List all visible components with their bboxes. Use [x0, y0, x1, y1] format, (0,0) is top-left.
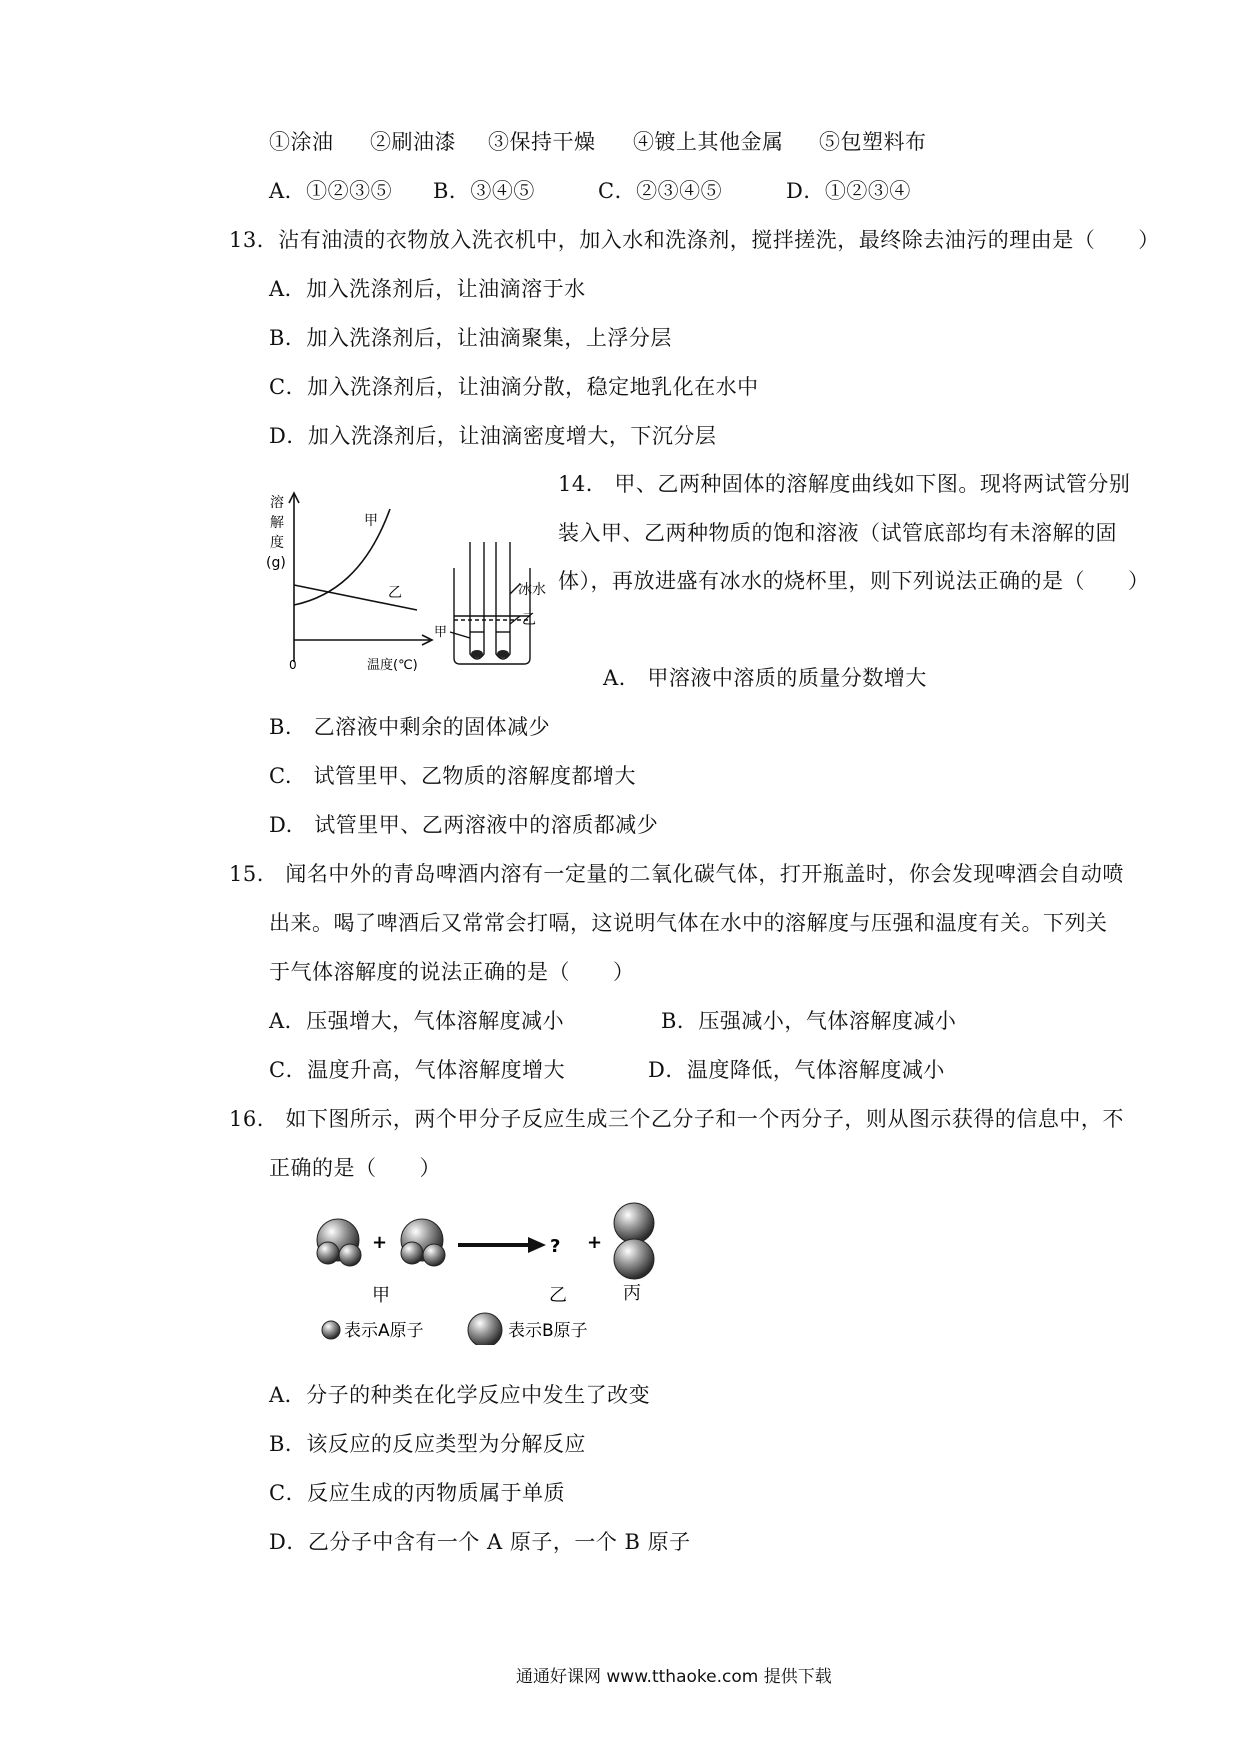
question-mark: ? [550, 1236, 561, 1257]
legend-b-atom-icon [468, 1313, 502, 1345]
reaction-diagram [300, 1195, 700, 1345]
page-footer: 通通好课网 www.tthaoke.com 提供下载 [516, 1667, 832, 1687]
q13-option-c: C．加入洗涤剂后，让油滴分散，稳定地乳化在水中 [269, 375, 759, 399]
q13-stem: 13．沾有油渍的衣物放入洗衣机中，加入水和洗涤剂，搅拌搓洗，最终除去油污的理由是（ ） [229, 228, 1160, 252]
graph-curve-yi-label: 乙 [388, 585, 402, 601]
q14-stem-line-2: 装入甲、乙两种物质的饱和溶液（试管底部均有未溶解的固 [558, 521, 1117, 545]
plus-sign-2: + [587, 1232, 603, 1253]
graph-ylabel-2: 解 [270, 515, 284, 531]
beaker-jia-label: 甲 [434, 625, 448, 640]
q12-option-d: D．①②③④ [786, 179, 911, 203]
legend-a-atom-icon [322, 1321, 340, 1339]
graph-ylabel-4: (g) [266, 555, 286, 571]
q12-measure-1: ①涂油 [269, 130, 334, 154]
graph-xlabel: 温度(℃) [367, 658, 418, 673]
q13-option-a: A．加入洗涤剂后，让油滴溶于水 [269, 277, 586, 301]
q14-option-d: D. 试管里甲、乙两溶液中的溶质都减少 [269, 813, 659, 837]
q15-option-a: A．压强增大，气体溶解度减小 [269, 1009, 565, 1033]
beaker-yi-label: 乙 [522, 612, 536, 628]
q15-option-b: B．压强减小，气体溶解度减小 [661, 1009, 957, 1033]
graph-curve-jia-label: 甲 [364, 513, 378, 529]
legend-b-text: 表示B原子 [508, 1321, 588, 1341]
q12-option-b: B．③④⑤ [433, 179, 535, 203]
plus-sign-1: + [372, 1232, 388, 1253]
graph-ylabel-1: 溶 [270, 495, 284, 511]
q12-measure-4: ④镀上其他金属 [633, 130, 784, 154]
q15-option-d: D．温度降低，气体溶解度减小 [648, 1058, 945, 1082]
q14-stem-line-1: 14. 甲、乙两种固体的溶解度曲线如下图。现将两试管分别 [558, 472, 1131, 496]
q15-option-c: C．温度升高，气体溶解度增大 [269, 1058, 566, 1082]
jia-molecule-1 [317, 1219, 361, 1266]
q16-stem-line-1: 16. 如下图所示，两个甲分子反应生成三个乙分子和一个丙分子，则从图示获得的信息中，不 [229, 1107, 1124, 1131]
q13-option-b: B．加入洗涤剂后，让油滴聚集，上浮分层 [269, 326, 672, 350]
q15-stem-line-2: 出来。喝了啤酒后又常常会打嗝，这说明气体在水中的溶解度与压强和温度有关。下列关 [269, 911, 1108, 935]
jia-molecule-2 [401, 1219, 445, 1266]
q14-option-a: A. 甲溶液中溶质的质量分数增大 [603, 666, 927, 690]
test-tube-jia [470, 542, 484, 659]
q12-option-a: A．①②③⑤ [269, 179, 393, 203]
q14-stem-line-3: 体），再放进盛有冰水的烧杯里，则下列说法正确的是（ ） [558, 569, 1150, 593]
bing-molecule [614, 1203, 654, 1279]
q16-option-d: D．乙分子中含有一个 A 原子，一个 B 原子 [269, 1530, 691, 1554]
reaction-arrow [458, 1237, 546, 1253]
q16-option-c: C．反应生成的丙物质属于单质 [269, 1481, 566, 1505]
beaker-diagram [432, 540, 552, 670]
q16-stem-line-2: 正确的是（ ） [269, 1156, 441, 1180]
label-bing: 丙 [623, 1283, 641, 1304]
legend-a-text: 表示A原子 [344, 1321, 424, 1341]
q16-option-b: B．该反应的反应类型为分解反应 [269, 1432, 586, 1456]
q12-measure-2: ②刷油漆 [370, 130, 456, 154]
label-jia: 甲 [372, 1285, 390, 1306]
graph-origin: 0 [289, 658, 297, 672]
q14-option-b: B. 乙溶液中剩余的固体减少 [269, 715, 551, 739]
q14-option-c: C. 试管里甲、乙物质的溶解度都增大 [269, 764, 636, 788]
q12-option-c: C．②③④⑤ [598, 179, 723, 203]
q13-option-d: D．加入洗涤剂后，让油滴密度增大，下沉分层 [269, 424, 717, 448]
q15-stem-line-3: 于气体溶解度的说法正确的是（ ） [269, 960, 635, 984]
q16-option-a: A．分子的种类在化学反应中发生了改变 [269, 1383, 651, 1407]
beaker-ice-label: 冰水 [518, 582, 546, 598]
q12-measure-3: ③保持干燥 [488, 130, 596, 154]
q15-stem-line-1: 15. 闻名中外的青岛啤酒内溶有一定量的二氧化碳气体，打开瓶盖时，你会发现啤酒会自动喷 [229, 862, 1124, 886]
label-yi: 乙 [549, 1285, 567, 1306]
test-tube-yi [496, 542, 510, 659]
solubility-graph [262, 487, 437, 677]
graph-ylabel-3: 度 [270, 535, 284, 551]
q12-measure-5: ⑤包塑料布 [819, 130, 927, 154]
